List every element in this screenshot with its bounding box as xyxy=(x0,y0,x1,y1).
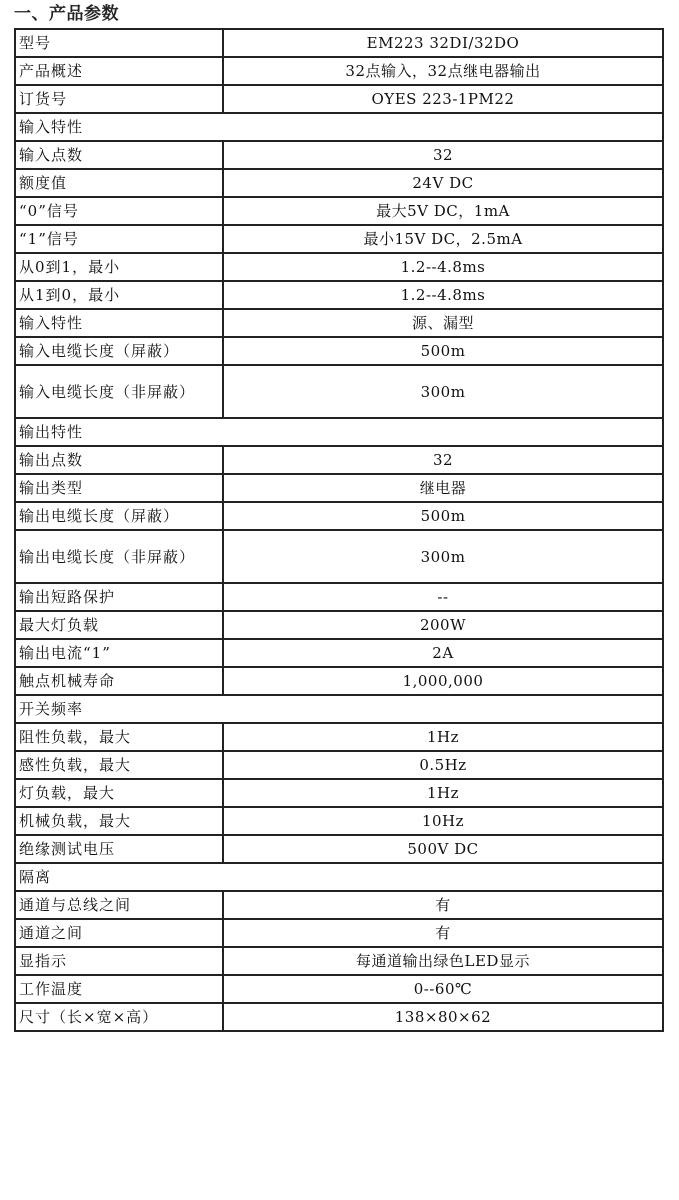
table-row xyxy=(15,835,663,863)
table-row xyxy=(15,141,663,169)
table-row xyxy=(15,309,663,337)
table-row xyxy=(15,85,663,113)
table-row xyxy=(15,807,663,835)
row-label: “1”信号 xyxy=(15,225,223,253)
row-label: 型号 xyxy=(15,29,223,57)
row-value: 0.5Hz xyxy=(223,751,663,779)
table-row xyxy=(15,169,663,197)
row-value: EM223 32DI/32DO xyxy=(223,29,663,57)
table-row xyxy=(15,446,663,474)
row-label: 输出电缆长度（非屏蔽） xyxy=(15,530,223,583)
row-value: 300m xyxy=(223,530,663,583)
row-value: 1Hz xyxy=(223,779,663,807)
table-row xyxy=(15,891,663,919)
table-row xyxy=(15,502,663,530)
row-label: 阻性负载，最大 xyxy=(15,723,223,751)
row-label: 尺寸（长×宽×高） xyxy=(15,1003,223,1031)
table-row xyxy=(15,723,663,751)
row-value: 10Hz xyxy=(223,807,663,835)
table-row xyxy=(15,253,663,281)
table-row xyxy=(15,583,663,611)
row-value: OYES 223-1PM22 xyxy=(223,85,663,113)
row-value: 24V DC xyxy=(223,169,663,197)
table-row xyxy=(15,365,663,418)
row-label: 订货号 xyxy=(15,85,223,113)
row-label: 通道与总线之间 xyxy=(15,891,223,919)
row-label: 输入特性 xyxy=(15,309,223,337)
row-value: 32 xyxy=(223,141,663,169)
row-label: 额度值 xyxy=(15,169,223,197)
table-row xyxy=(15,225,663,253)
table-row xyxy=(15,611,663,639)
row-label: 输出电缆长度（屏蔽） xyxy=(15,502,223,530)
row-value: 有 xyxy=(223,919,663,947)
row-label: 输入电缆长度（屏蔽） xyxy=(15,337,223,365)
section-header-row xyxy=(15,863,663,891)
table-row xyxy=(15,29,663,57)
row-label: 输入点数 xyxy=(15,141,223,169)
table-row xyxy=(15,947,663,975)
table-row xyxy=(15,197,663,225)
row-label: 触点机械寿命 xyxy=(15,667,223,695)
row-label: 机械负载，最大 xyxy=(15,807,223,835)
row-value: 源、漏型 xyxy=(223,309,663,337)
row-value: 32点输入，32点继电器输出 xyxy=(223,57,663,85)
section-header-row xyxy=(15,695,663,723)
row-value: 500V DC xyxy=(223,835,663,863)
row-label: 灯负载，最大 xyxy=(15,779,223,807)
row-value: 继电器 xyxy=(223,474,663,502)
row-value: 500m xyxy=(223,337,663,365)
table-row xyxy=(15,751,663,779)
section-header-label: 输入特性 xyxy=(15,113,663,141)
row-value: -- xyxy=(223,583,663,611)
row-label: 显指示 xyxy=(15,947,223,975)
row-label: 输入电缆长度（非屏蔽） xyxy=(15,365,223,418)
row-value: 1,000,000 xyxy=(223,667,663,695)
table-row xyxy=(15,1003,663,1031)
row-value: 200W xyxy=(223,611,663,639)
row-value: 最大5V DC，1mA xyxy=(223,197,663,225)
table-row xyxy=(15,57,663,85)
table-row xyxy=(15,337,663,365)
row-value: 2A xyxy=(223,639,663,667)
section-title: 一、产品参数 xyxy=(14,4,119,24)
table-row xyxy=(15,639,663,667)
table-row xyxy=(15,667,663,695)
table-row xyxy=(15,530,663,583)
row-label: 从0到1，最小 xyxy=(15,253,223,281)
section-header-label: 开关频率 xyxy=(15,695,663,723)
section-header-row xyxy=(15,418,663,446)
row-value: 0--60℃ xyxy=(223,975,663,1003)
spec-table xyxy=(14,28,664,1032)
row-value: 1.2--4.8ms xyxy=(223,281,663,309)
section-header-label: 输出特性 xyxy=(15,418,663,446)
section-header-row xyxy=(15,113,663,141)
row-value: 500m xyxy=(223,502,663,530)
row-label: 从1到0，最小 xyxy=(15,281,223,309)
row-label: 通道之间 xyxy=(15,919,223,947)
row-value: 138×80×62 xyxy=(223,1003,663,1031)
row-value: 有 xyxy=(223,891,663,919)
spec-table-body xyxy=(15,29,663,1031)
row-value: 32 xyxy=(223,446,663,474)
row-label: 输出电流“1” xyxy=(15,639,223,667)
row-label: 最大灯负载 xyxy=(15,611,223,639)
table-row xyxy=(15,474,663,502)
row-value: 300m xyxy=(223,365,663,418)
row-label: 输出短路保护 xyxy=(15,583,223,611)
row-value: 1Hz xyxy=(223,723,663,751)
section-header-label: 隔离 xyxy=(15,863,663,891)
row-label: 绝缘测试电压 xyxy=(15,835,223,863)
table-row xyxy=(15,779,663,807)
table-row xyxy=(15,919,663,947)
table-row xyxy=(15,281,663,309)
table-row xyxy=(15,975,663,1003)
row-label: 输出类型 xyxy=(15,474,223,502)
row-label: 输出点数 xyxy=(15,446,223,474)
row-label: 产品概述 xyxy=(15,57,223,85)
row-value: 1.2--4.8ms xyxy=(223,253,663,281)
row-label: “0”信号 xyxy=(15,197,223,225)
row-value: 每通道输出绿色LED显示 xyxy=(223,947,663,975)
row-label: 工作温度 xyxy=(15,975,223,1003)
row-value: 最小15V DC，2.5mA xyxy=(223,225,663,253)
row-label: 感性负载，最大 xyxy=(15,751,223,779)
